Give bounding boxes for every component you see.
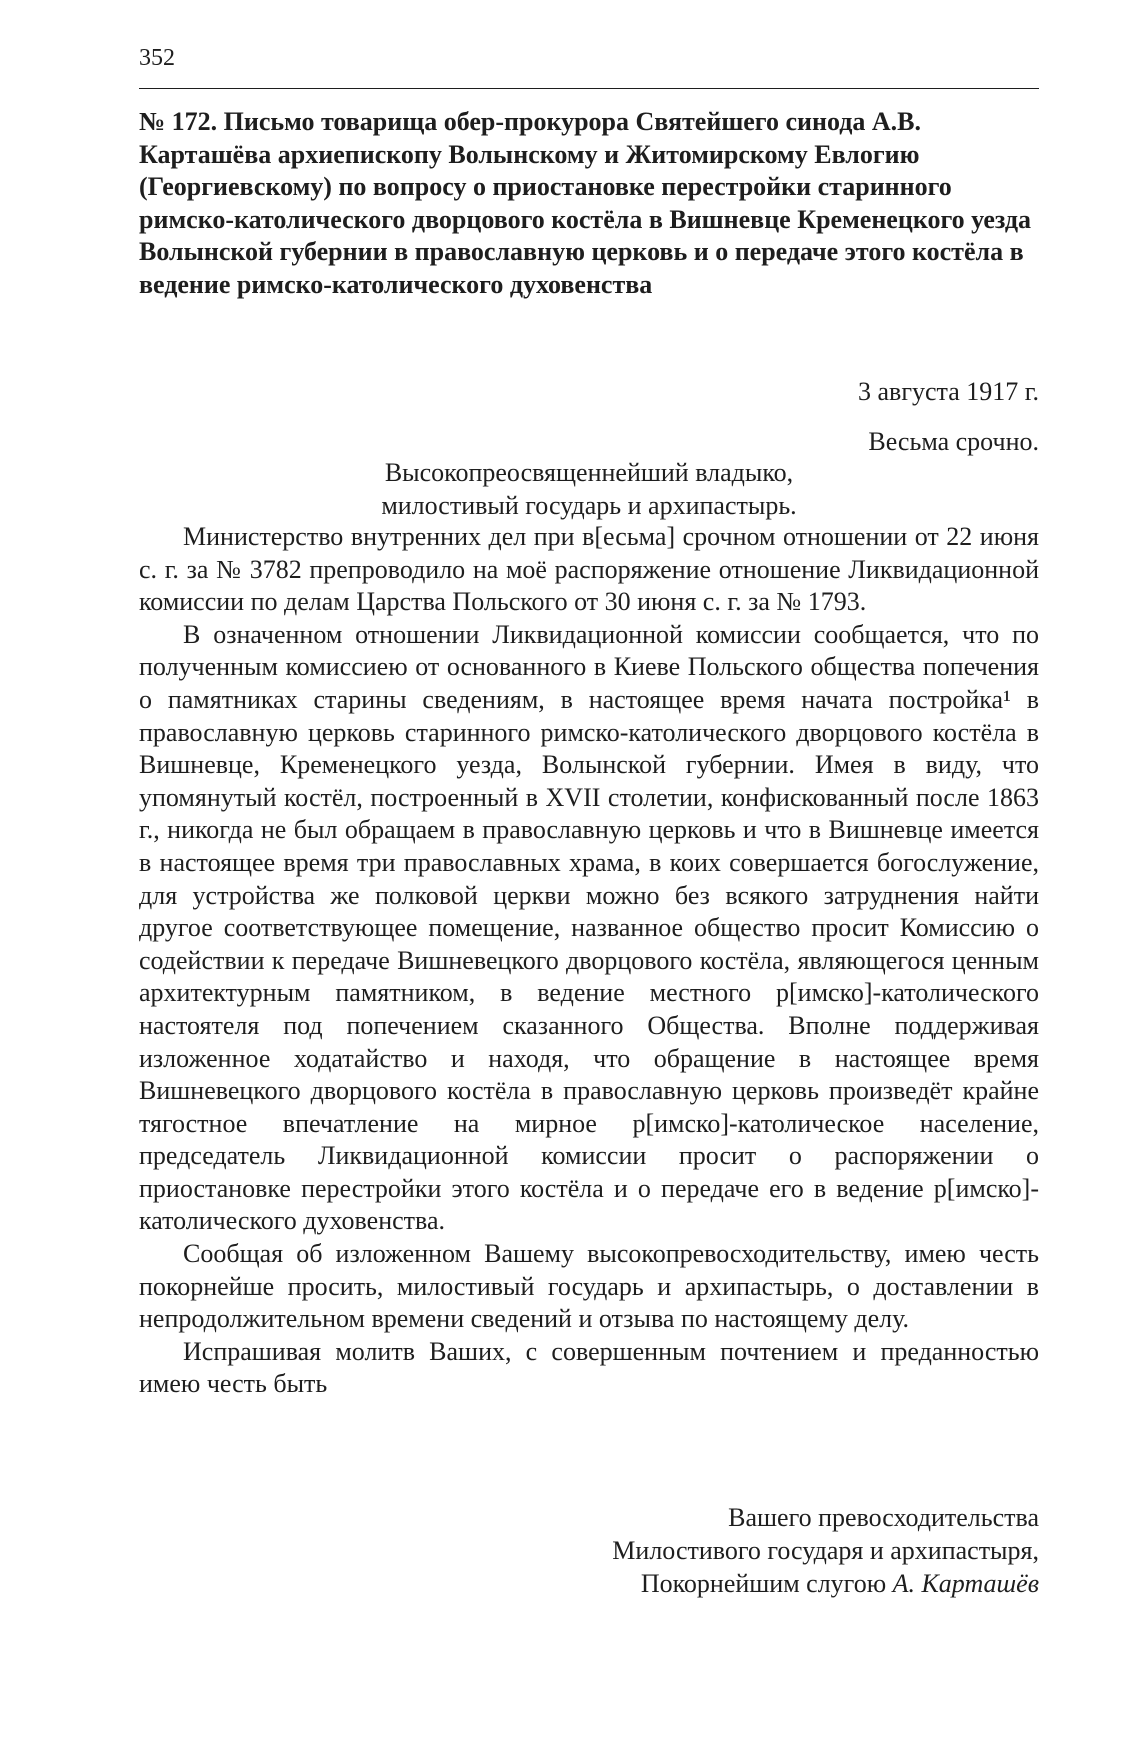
page-number: 352: [139, 45, 175, 71]
signature-line: Милостивого государя и архипастыря,: [612, 1536, 1039, 1565]
salutation-line: милостивый государь и архипастырь.: [381, 490, 797, 520]
urgency-note: Весьма срочно.: [868, 427, 1039, 456]
letter-body: [139, 521, 1039, 1401]
signature-block: [612, 1501, 1039, 1600]
body-paragraph: Испрашивая молитв Ваших, с совершенным почтением и преданностью имею честь быть: [139, 1336, 1039, 1399]
body-paragraph: Министерство внутренних дел при в[есьма] срочном отношении от 22 июня с. г. за № 3782 препроводило на моё распоряжение отношение Ликвидационной комиссии по делам Царства Польского от 30 июня с. г. за № 1793.: [139, 522, 1039, 617]
signature-prefix: Покорнейшим слугою: [640, 1569, 893, 1598]
signature-line: [612, 1567, 1039, 1600]
salutation-line: Высокопреосвященнейший владыко,: [384, 458, 794, 487]
body-paragraph: Сообщая об изложенном Вашему высокопревосходительству, имею честь покорнейше просить, милостивый государь и архипастырь, о доставлении в непродолжительном времени сведений и отзыва по настоящему делу.: [139, 1239, 1039, 1334]
salutation: [139, 457, 1039, 522]
signature-line: Вашего превосходительства: [728, 1503, 1039, 1532]
document-date: 3 августа 1917 г.: [858, 377, 1039, 406]
document-title: № 172. Письмо товарища обер-прокурора Святейшего синода А.В. Карташёва архиепископу Волынскому и Житомирскому Евлогию (Георгиевскому) по вопросу о приостановке перестройки старинного римско-католического дворцового костёла в Вишневце Кременецкого уезда Волынской губернии в православную церковь и о передаче этого костёла в ведение римско-католического духовенства: [139, 107, 1031, 299]
header-rule: [139, 88, 1039, 89]
signatory-name: А. Карташёв: [892, 1569, 1039, 1598]
body-paragraph: В означенном отношении Ликвидационной комиссии сообщается, что по полученным комиссиею от основанного в Киеве Польского общества попечения о памятниках старины сведениям, в настоящее время начата постройка¹ в православную церковь старинного римско-католического дворцового костёла в Вишневце, Кременецкого уезда, Волынской губернии. Имея в виду, что упомянутый костёл, построенный в XVII столетии, конфискованный после 1863 г., никогда не был обращаем в православную церковь и что в Вишневце имеется в настоящее время три православных храма, в коих совершается богослужение, для устройства же полковой церкви можно без всякого затруднения найти другое соответствующее помещение, названное общество просит Комиссию о содействии к передаче Вишневецкого дворцового костёла, являющегося ценным архитектурным памятником, в ведение местного р[имско]-католического настоятеля под попечением сказанного Общества. Вполне поддерживая изложенное ходатайство и находя, что обращение в настоящее время Вишневецкого дворцового костёла в православную церковь произведёт крайне тягостное впечатление на мирное р[имско]-католическое население, председатель Ликвидационной комиссии просит о распоряжении о приостановке перестройки этого костёла и о передаче его в ведение р[имско]-католического духовенства.: [139, 619, 1039, 1236]
